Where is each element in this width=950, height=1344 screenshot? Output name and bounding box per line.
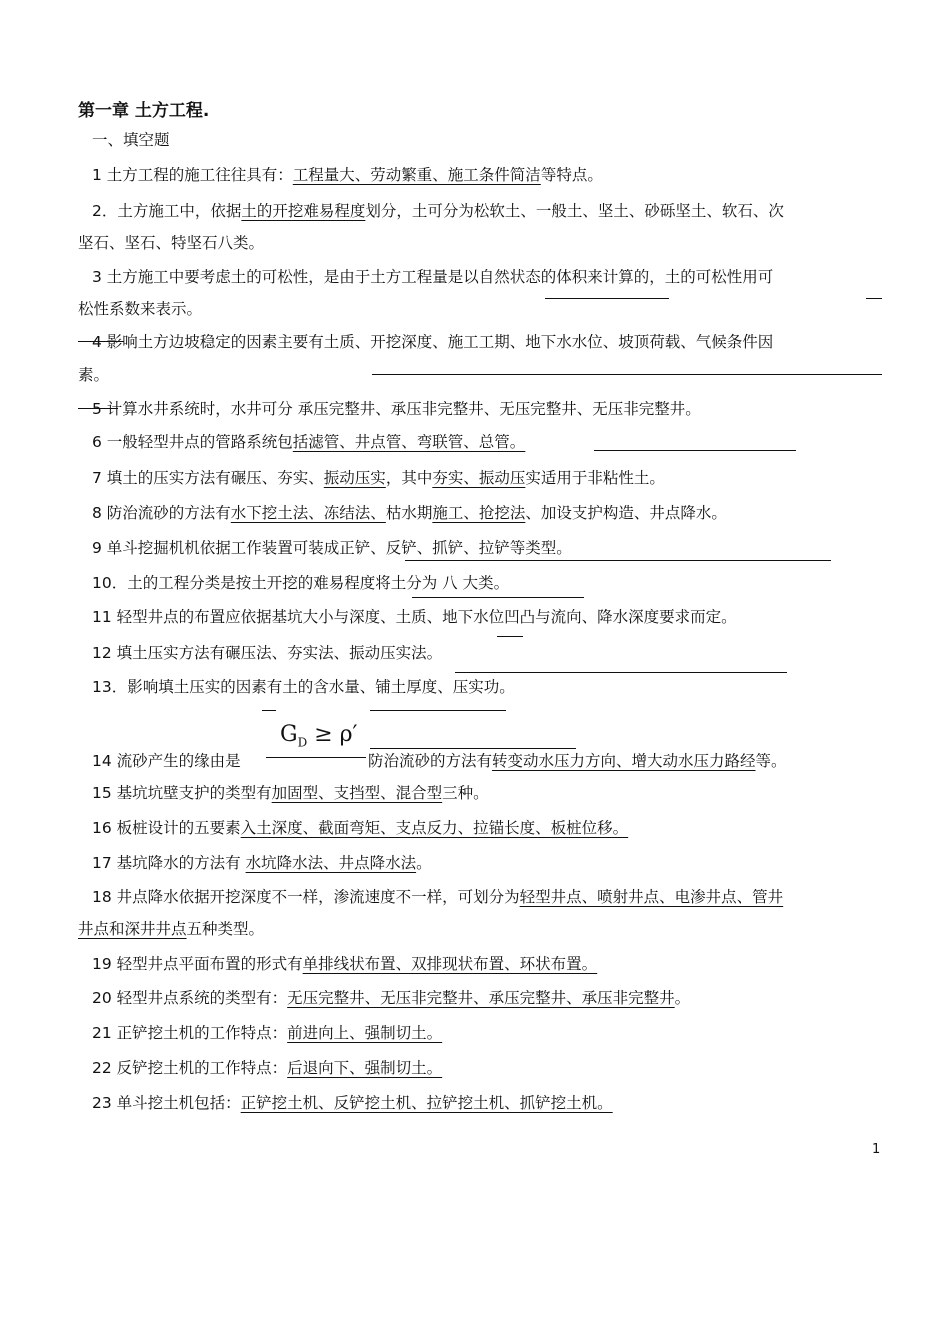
q6-answer: 括滤管、井点管、弯联管、总管。 [292, 433, 526, 451]
answer-line [594, 450, 796, 451]
q6-text: 6 一般轻型井点的管路系统包 [92, 433, 293, 451]
question-23 [92, 1092, 613, 1114]
q22-text: 22 反铲挖土机的工作特点： [92, 1059, 288, 1077]
question-3-line-1: 3 土方施工中要考虑土的可松性，是由于土方工程量是以自然状态的体积来计算的，土的可松性用可 [92, 268, 774, 286]
q21-text: 21 正铲挖土机的工作特点： [92, 1024, 288, 1042]
question-17 [92, 852, 432, 874]
question-21 [92, 1022, 442, 1044]
q20-text: 20 轻型井点系统的类型有： [92, 989, 288, 1007]
q17-text: 17 基坑降水的方法有 [92, 854, 246, 872]
answer-line [262, 710, 276, 711]
q2-text: 2．土方施工中，依据 [92, 202, 242, 220]
question-8 [92, 502, 727, 524]
q18-text: 18 井点降水依据开挖深度不一样，渗流速度不一样，可划分为 [92, 888, 520, 906]
question-13: 13．影响填土压实的因素有土的含水量、铺土厚度、压实功。 [92, 678, 515, 696]
q1-text: 1 土方工程的施工往往具有： [92, 166, 293, 184]
page-number: 1 [872, 1142, 881, 1157]
question-5: 5 计算水井系统时，水井可分 承压完整井、承压非完整井、无压完整井、无压非完整井。 [92, 400, 701, 418]
question-10: 10．土的工程分类是按土开挖的难易程度将土分为 八 大类。 [92, 574, 510, 592]
formula-subscript: D [297, 735, 308, 750]
q16-answer: 入土深度、截面弯矩、支点反力、拉锚长度、板桩位移。 [240, 819, 629, 837]
question-4-line-1: 4 影响土方边坡稳定的因素主要有土质、开挖深度、施工工期、地下水水位、坡顶荷载、气候条件因 [92, 333, 774, 351]
q2-answer: 土的开挖难易程度 [241, 202, 366, 220]
chapter-title: 第一章 土方工程. [78, 101, 210, 121]
q7-text: 7 填土的压实方法有碾压、夯实、 [92, 469, 324, 487]
q8-answer-1: 水下挖土法、冻结法、 [230, 504, 386, 522]
q20-text-end: 。 [674, 989, 691, 1007]
q19-text: 19 轻型井点平面布置的形式有 [92, 955, 303, 973]
q7-answer-1: 振动压实 [323, 469, 386, 487]
question-2-line-2: 坚石、坚石、特坚石八类。 [78, 234, 265, 252]
answer-line [545, 298, 669, 299]
answer-line [412, 597, 584, 598]
answer-line [372, 374, 882, 375]
answer-line [370, 748, 576, 749]
question-18-line-1 [92, 886, 783, 908]
question-7 [92, 467, 665, 489]
question-12: 12 填土压实方法有碾压法、夯实法、振动压实法。 [92, 644, 443, 662]
question-1 [92, 164, 603, 186]
question-16 [92, 817, 628, 839]
question-11: 11 轻型井点的布置应依据基坑大小与深度、土质、地下水位凹凸与流向、降水深度要求而定。 [92, 608, 737, 626]
q15-text: 15 基坑坑壁支护的类型有 [92, 784, 272, 802]
q16-text: 16 板桩设计的五要素 [92, 819, 241, 837]
answer-line [866, 298, 882, 299]
q8-text-mid: 枯水期 [385, 504, 433, 522]
answer-line [497, 636, 523, 637]
q22-answer: 后退向下、强制切土。 [287, 1059, 443, 1077]
q8-text: 8 防治流砂的方法有 [92, 504, 231, 522]
q14-text-end: 等。 [755, 752, 787, 770]
answer-line [370, 710, 506, 711]
q15-text-end: 三种。 [442, 784, 489, 802]
answer-line [455, 672, 787, 673]
q18-text-end: 五种类型。 [186, 920, 265, 938]
answer-line [405, 560, 831, 561]
q20-answer: 无压完整井、无压非完整井、承压完整井、承压非完整井 [287, 989, 675, 1007]
question-15 [92, 782, 489, 804]
q15-answer: 加固型、支挡型、混合型 [271, 784, 443, 802]
question-18-line-2 [78, 918, 264, 940]
q19-answer: 单排线状布置、双排现状布置、环状布置。 [302, 955, 598, 973]
q1-answer: 工程量大、劳动繁重、施工条件简洁 [292, 166, 541, 184]
q17-text-end: 。 [416, 854, 432, 872]
question-2-line-1 [92, 200, 784, 222]
question-4-line-2: 素。 [78, 366, 110, 384]
question-3-line-2: 松性系数来表示。 [78, 300, 203, 318]
q14-answer: 转变动水压力方向、增大动水压力路经 [492, 752, 756, 770]
q23-text: 23 单斗挖土机包括： [92, 1094, 241, 1112]
q23-answer: 正铲挖土机、反铲挖土机、拉铲挖土机、抓铲挖土机。 [240, 1094, 613, 1112]
answer-line [266, 757, 366, 758]
q8-text-end: 、加设支护构造、井点降水。 [525, 504, 727, 522]
q7-text-mid: ，其中 [385, 469, 433, 487]
q7-text-end: 实适用于非粘性土。 [525, 469, 665, 487]
question-6 [92, 431, 525, 453]
flow-sand-formula [280, 720, 358, 757]
q17-answer: 水坑降水法、井点降水法 [245, 854, 417, 872]
q7-answer-2: 夯实、振动压 [432, 469, 526, 487]
formula-G: G [280, 722, 298, 747]
q1-text-end: 等特点。 [540, 166, 603, 184]
q8-answer-2: 施工、抢挖法 [432, 504, 526, 522]
question-9: 9 单斗挖掘机机依据工作装置可装成正铲、反铲、抓铲、拉铲等类型。 [92, 539, 572, 557]
question-20 [92, 987, 690, 1009]
question-19 [92, 953, 597, 975]
q21-answer: 前进向上、强制切土。 [287, 1024, 443, 1042]
question-14 [368, 750, 787, 772]
q2-text-rest: 划分，土可分为松软土、一般土、坚土、砂砾坚土、软石、次 [365, 202, 784, 220]
section-heading: 一、填空题 [92, 131, 170, 149]
q18-answer-cont: 井点和深井井点 [78, 920, 187, 938]
question-22 [92, 1057, 442, 1079]
q14-text: 防治流砂的方法有 [368, 752, 493, 770]
q18-answer: 轻型井点、喷射井点、电渗井点、管井 [519, 888, 784, 906]
formula-rest: ≥ ρ′ [307, 722, 358, 747]
question-14-label: 14 流砂产生的缘由是 [92, 752, 241, 770]
